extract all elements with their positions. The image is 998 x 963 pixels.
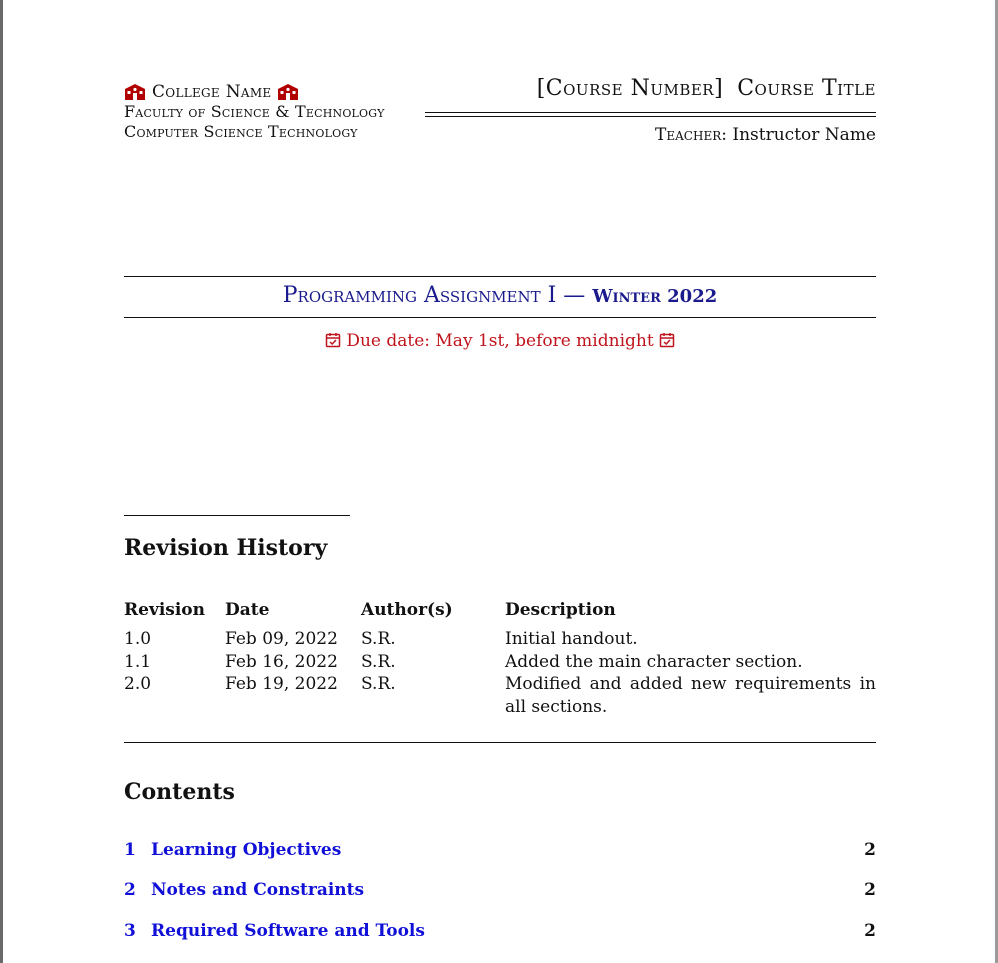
revision-date: Feb 16, 2022 <box>225 651 338 672</box>
toc-number: 2 <box>124 880 136 900</box>
column-header-authors: Author(s) <box>361 600 453 620</box>
revision-author: S.R. <box>361 629 396 649</box>
header-institution <box>124 82 424 142</box>
toc-page-number: 2 <box>864 840 876 860</box>
assignment-title <box>124 282 876 311</box>
toc-number: 1 <box>124 840 136 860</box>
revision-history-heading: Revision History <box>124 535 328 561</box>
school-icon <box>277 83 299 101</box>
table-row <box>124 628 876 651</box>
teacher-line <box>655 125 876 145</box>
revision-date: Feb 19, 2022 <box>225 674 338 694</box>
revision-description: Initial handout. <box>505 629 638 649</box>
revision-author: S.R. <box>361 651 396 672</box>
toc-page-number: 2 <box>864 880 876 900</box>
toc-item[interactable] <box>124 919 876 943</box>
department-name: Computer Science Technology <box>124 122 358 141</box>
course-title: Course Title <box>737 76 876 101</box>
revision-author: S.R. <box>361 674 396 694</box>
table-row <box>124 673 876 718</box>
header-double-rule <box>425 112 876 117</box>
revision-date: Feb 09, 2022 <box>225 629 338 649</box>
section-rule <box>124 515 350 516</box>
revision-description: Added the main character section. <box>505 651 803 672</box>
column-header-description: Description <box>505 600 616 620</box>
toc-page-number: 2 <box>864 921 876 941</box>
college-name: College Name <box>152 82 272 102</box>
revision-table-rule <box>124 742 876 743</box>
document-page <box>124 0 876 963</box>
revision-number: 1.0 <box>124 629 152 649</box>
course-line <box>416 74 876 104</box>
toc-link-learning-objectives[interactable]: Learning Objectives <box>151 840 342 860</box>
column-header-revision: Revision <box>124 600 206 620</box>
toc-item[interactable] <box>124 878 876 902</box>
toc-link-notes-and-constraints[interactable]: Notes and Constraints <box>151 880 365 900</box>
calendar-check-icon <box>659 332 675 348</box>
toc-link-required-software[interactable]: Required Software and Tools <box>151 921 425 941</box>
college-row <box>124 82 424 102</box>
school-icon <box>124 83 146 101</box>
due-date-text: Due date: May 1st, before midnight <box>346 331 654 351</box>
title-rule-bottom <box>124 317 876 318</box>
revision-table-header <box>124 598 876 628</box>
header-course <box>416 74 876 104</box>
faculty-name: Faculty of Science & Technology <box>124 102 385 121</box>
assignment-name: Programming Assignment I — <box>282 283 586 308</box>
revision-number: 1.1 <box>124 651 152 672</box>
title-rule-top <box>124 276 876 277</box>
assignment-term: Winter 2022 <box>592 286 718 307</box>
contents-heading: Contents <box>124 779 235 805</box>
teacher-name: Instructor Name <box>732 125 876 145</box>
revision-number: 2.0 <box>124 674 152 694</box>
toc-number: 3 <box>124 921 136 941</box>
revision-table <box>124 598 876 718</box>
due-date-line <box>124 330 876 352</box>
column-header-date: Date <box>225 600 270 620</box>
teacher-label: Teacher: <box>655 125 727 145</box>
revision-description: Modified and added new requirements in all sections. <box>505 674 876 717</box>
course-number: [Course Number] <box>536 76 724 101</box>
calendar-check-icon <box>325 332 341 348</box>
page-edge-left <box>0 0 3 963</box>
table-row <box>124 651 876 674</box>
toc-item[interactable] <box>124 838 876 862</box>
